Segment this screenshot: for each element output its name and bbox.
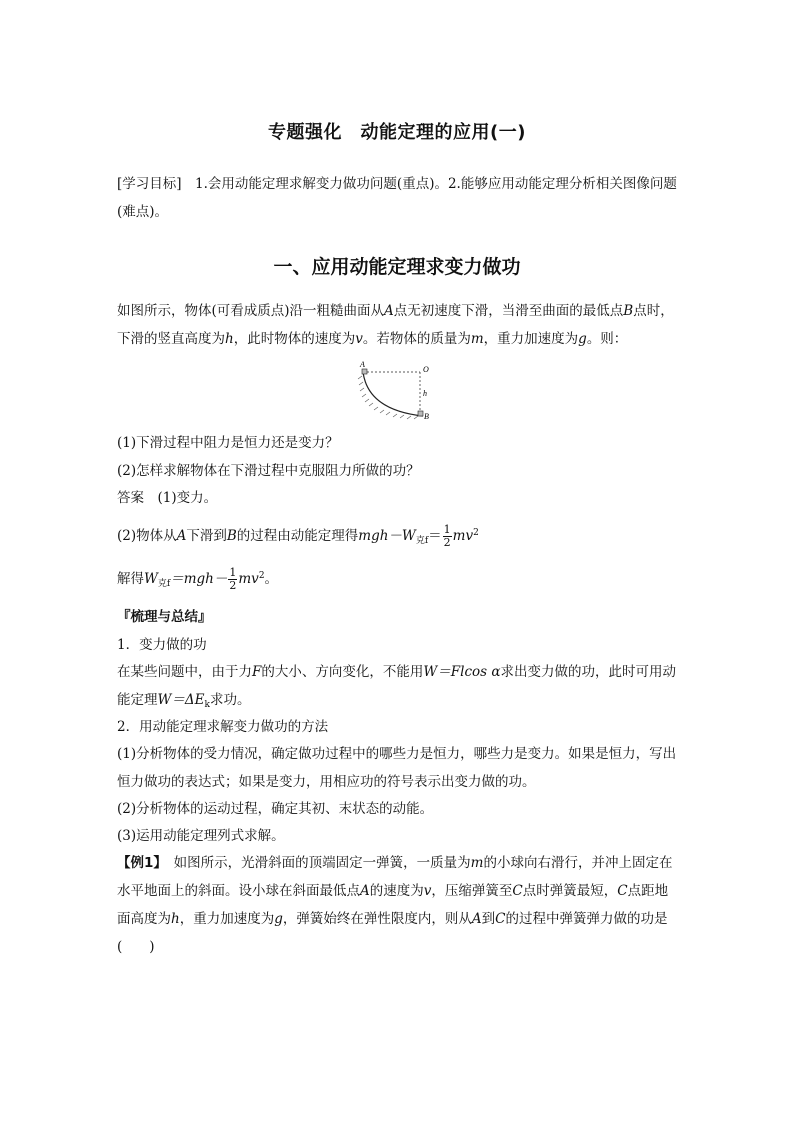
summary-step-3: (3)运用动能定理列式求解。 — [117, 828, 285, 844]
intro-text: 点无初速度下滑，当滑至曲面的最低点 — [393, 303, 624, 319]
var-C: C — [617, 883, 628, 899]
subscript: k — [204, 700, 210, 710]
answer-3 — [117, 562, 677, 598]
intro-text: 。若物体的质量为 — [362, 331, 471, 347]
equation-expr: ＝mgh－ — [170, 571, 228, 587]
var-B: B — [226, 528, 237, 544]
summary-item-2-title: 2．用动能定理求解变力做功的方法 — [117, 719, 329, 735]
superscript: 2 — [258, 571, 265, 581]
var-h: h — [171, 911, 180, 927]
example-text: 的速度为 — [369, 883, 424, 899]
var-A: A — [384, 303, 394, 319]
var-m: m — [470, 331, 484, 347]
label-A: A — [360, 360, 365, 369]
denominator: 2 — [443, 536, 451, 549]
question-1: (1)下滑过程中阻力是恒力还是变力？ — [117, 435, 339, 451]
var-g: g — [274, 911, 283, 927]
example-1 — [117, 849, 677, 961]
example-text: 到 — [481, 911, 496, 927]
page-title: 专题强化 动能定理的应用(一) — [268, 122, 526, 143]
equation-tail: mv — [238, 571, 259, 587]
question-2: (2)怎样求解物体在下滑过程中克服阻力所做的功？ — [117, 463, 420, 479]
formula-cos: cos α — [464, 664, 501, 680]
summary-item-1-text — [117, 658, 677, 719]
subscript: 克f — [157, 579, 171, 589]
goal-text: 1.会用动能定理求解变力做功问题(重点)。2.能够应用动能定理分析相关图像问题(难点)。 — [117, 176, 677, 220]
var-C: C — [512, 883, 523, 899]
var-v: v — [423, 883, 432, 899]
answer-text: 。 — [264, 571, 279, 587]
superscript: 2 — [473, 528, 479, 538]
example-text: 点时弹簧最短， — [522, 883, 618, 899]
equation-tail: mv — [452, 528, 474, 544]
equals: ＝ — [428, 528, 442, 544]
intro-text: 。则： — [586, 331, 628, 347]
equation-expr: mgh－W — [358, 528, 416, 544]
hatching — [358, 376, 418, 419]
var-C: C — [495, 911, 506, 927]
answer-label: 答案 — [117, 490, 144, 506]
formula-work: W＝Fl — [423, 664, 465, 680]
var-v: v — [355, 331, 363, 347]
section-heading-1: 一、应用动能定理求变力做功 — [273, 256, 521, 278]
label-h: h — [423, 389, 427, 398]
var-B: B — [623, 303, 634, 319]
subscript: 克f — [415, 536, 429, 546]
example-text: 如图所示，光滑斜面的顶端固定一弹簧，一质量为 — [160, 855, 471, 871]
example-text: ，压缩弹簧至 — [431, 883, 513, 899]
block-at-B — [418, 411, 423, 416]
intro-text: ，此时物体的速度为 — [233, 331, 356, 347]
summary-step-2: (2)分析物体的运动过程，确定其初、末状态的动能。 — [117, 801, 434, 817]
var-F: F — [252, 664, 262, 680]
var-A: A — [360, 883, 370, 899]
example-text: ，重力加速度为 — [179, 911, 275, 927]
summary-text: 在某些问题中，由于力 — [117, 664, 252, 680]
fraction — [443, 524, 452, 549]
denominator: 2 — [229, 579, 237, 592]
example-text: 点距地面高度为 — [117, 883, 669, 927]
block-at-A — [362, 369, 367, 374]
intro-paragraph — [117, 297, 677, 353]
answer-1 — [117, 484, 677, 512]
answer-text: 解得 — [117, 571, 144, 587]
summary-text: 求出变力做的功，此时可用动能定理 — [117, 664, 676, 708]
summary-header: 『梳理与总结』 — [117, 609, 212, 625]
summary-item-1-title: 1．变力做的功 — [117, 637, 207, 653]
answer-text: 下滑到 — [186, 528, 227, 544]
intro-text: ，重力加速度为 — [483, 331, 579, 347]
intro-text: 如图所示，物体(可看成质点)沿一粗糙曲面从 — [117, 303, 385, 319]
summary-text: 求功。 — [209, 692, 251, 708]
learning-goals — [117, 170, 677, 226]
formula-kinetic: W＝ΔE — [157, 692, 205, 708]
intro-text: 点时，下滑的竖直高度为 — [117, 303, 674, 347]
var-W: W — [144, 571, 158, 587]
answer-text: (1)变力。 — [144, 490, 218, 506]
var-h: h — [225, 331, 234, 347]
fraction — [228, 567, 237, 592]
example-text: ，弹簧始终在弹性限度内，则从 — [282, 911, 472, 927]
var-g: g — [578, 331, 587, 347]
curve-surface — [363, 372, 423, 416]
numerator: 1 — [443, 523, 451, 536]
answer-text: 的过程由动能定理得 — [236, 528, 359, 544]
var-A: A — [176, 528, 187, 544]
summary-text: 的大小、方向变化，不能用 — [261, 664, 424, 680]
example-text: 的小球向右滑行，并冲上固定在水平地面上的斜面。设小球在斜面最低点 — [117, 855, 673, 899]
answer-text: (2)物体从 — [117, 528, 177, 544]
var-A: A — [471, 911, 482, 927]
goal-tag: [学习目标] — [117, 176, 182, 192]
var-m: m — [470, 855, 484, 871]
numerator: 1 — [229, 566, 237, 579]
example-text: 的过程中弹簧弹力做的功是( ) — [117, 911, 668, 955]
label-B: B — [424, 412, 429, 421]
slope-figure — [353, 360, 437, 430]
answer-2 — [117, 519, 677, 555]
summary-step-1: (1)分析物体的受力情况，确定做功过程中的哪些力是恒力，哪些力是变力。如果是恒力，写出恒力做功的表达式；如果是变力，用相应功的符号表示出变力做的功。 — [117, 746, 677, 790]
example-tag: 【例1】 — [117, 855, 161, 871]
label-O: O — [423, 365, 429, 374]
